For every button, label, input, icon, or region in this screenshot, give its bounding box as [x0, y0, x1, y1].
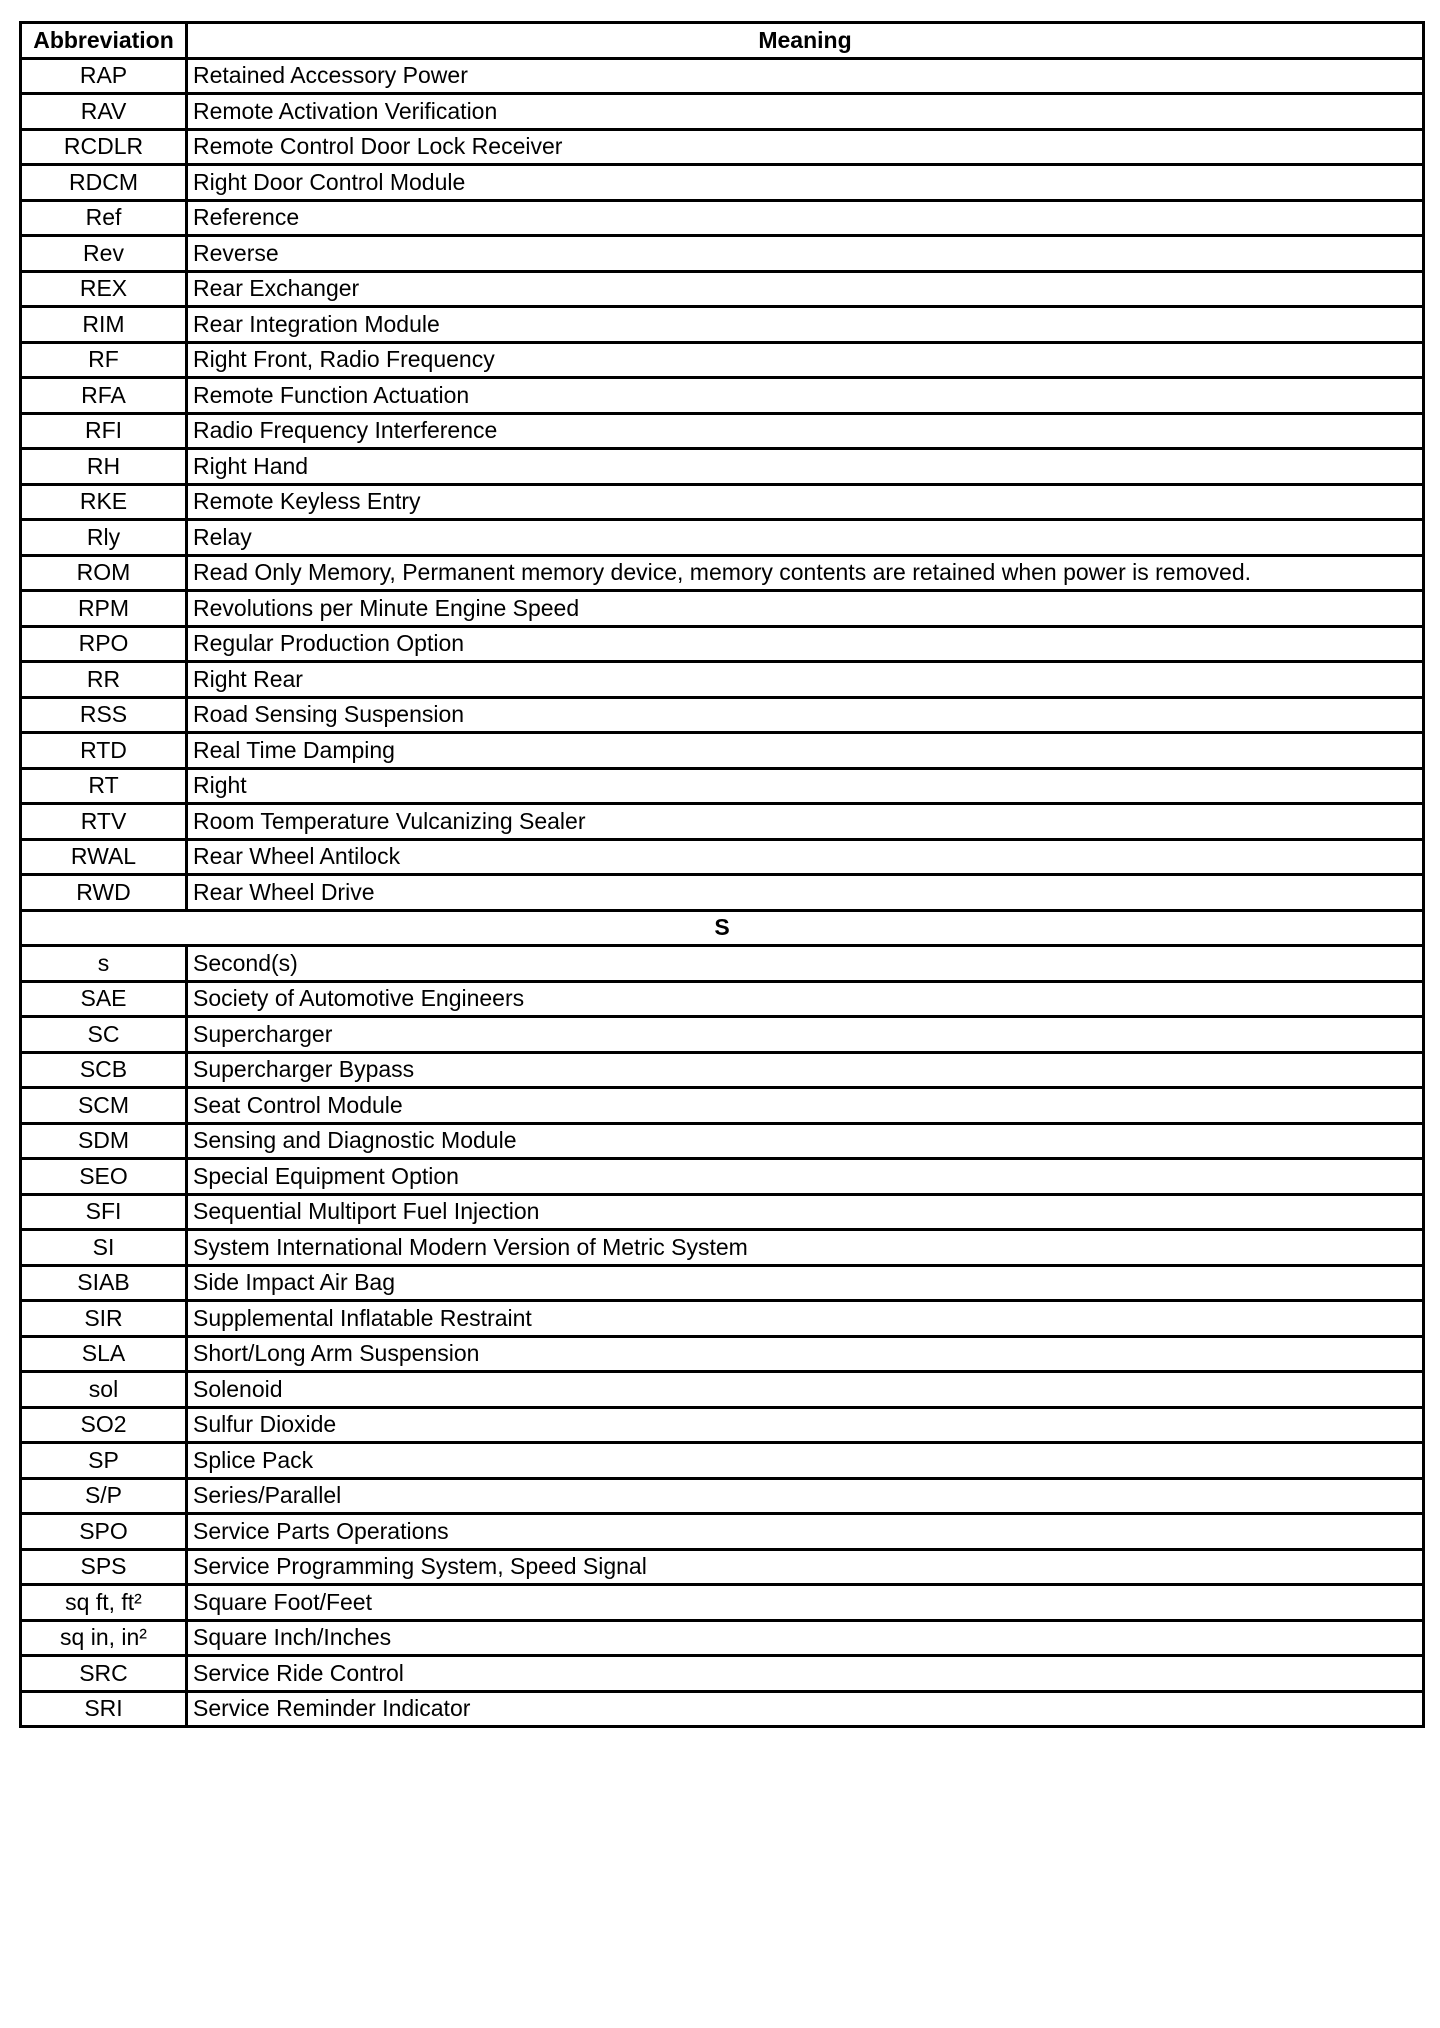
- meaning-cell: Supercharger: [187, 1017, 1424, 1053]
- meaning-cell: Revolutions per Minute Engine Speed: [187, 591, 1424, 627]
- table-row: [21, 1407, 1424, 1443]
- abbreviation-cell: S/P: [21, 1478, 187, 1514]
- abbreviation-cell: SRI: [21, 1691, 187, 1727]
- table-row: [21, 1088, 1424, 1124]
- abbreviation-cell: SDM: [21, 1123, 187, 1159]
- table-row: [21, 378, 1424, 414]
- meaning-cell: Solenoid: [187, 1372, 1424, 1408]
- table-row: [21, 342, 1424, 378]
- abbreviation-cell: Rly: [21, 520, 187, 556]
- meaning-cell: Relay: [187, 520, 1424, 556]
- table-row: [21, 58, 1424, 94]
- abbreviation-cell: SPS: [21, 1549, 187, 1585]
- meaning-cell: Splice Pack: [187, 1443, 1424, 1479]
- abbreviation-cell: Ref: [21, 200, 187, 236]
- table-row: [21, 662, 1424, 698]
- abbreviation-column-header: Abbreviation: [21, 23, 187, 59]
- abbreviation-cell: s: [21, 946, 187, 982]
- meaning-cell: Side Impact Air Bag: [187, 1265, 1424, 1301]
- table-row: [21, 1585, 1424, 1621]
- abbreviation-cell: SO2: [21, 1407, 187, 1443]
- abbreviation-cell: SIAB: [21, 1265, 187, 1301]
- meaning-cell: Supplemental Inflatable Restraint: [187, 1301, 1424, 1337]
- table-row: [21, 768, 1424, 804]
- table-row: [21, 839, 1424, 875]
- meaning-cell: Sequential Multiport Fuel Injection: [187, 1194, 1424, 1230]
- meaning-cell: Seat Control Module: [187, 1088, 1424, 1124]
- table-row: [21, 200, 1424, 236]
- abbreviation-table: [19, 21, 1425, 1728]
- table-row: [21, 626, 1424, 662]
- meaning-cell: Right Front, Radio Frequency: [187, 342, 1424, 378]
- meaning-cell: Square Inch/Inches: [187, 1620, 1424, 1656]
- table-row: [21, 1656, 1424, 1692]
- meaning-cell: Room Temperature Vulcanizing Sealer: [187, 804, 1424, 840]
- abbreviation-cell: SP: [21, 1443, 187, 1479]
- table-row: [21, 946, 1424, 982]
- table-header-row: [21, 23, 1424, 59]
- meaning-cell: Rear Wheel Drive: [187, 875, 1424, 911]
- table-row: [21, 1052, 1424, 1088]
- abbreviation-cell: RWAL: [21, 839, 187, 875]
- abbreviation-cell: SIR: [21, 1301, 187, 1337]
- meaning-cell: Rear Wheel Antilock: [187, 839, 1424, 875]
- abbreviation-cell: RPO: [21, 626, 187, 662]
- meaning-cell: Remote Function Actuation: [187, 378, 1424, 414]
- abbreviation-cell: RWD: [21, 875, 187, 911]
- meaning-cell: Retained Accessory Power: [187, 58, 1424, 94]
- abbreviation-cell: RIM: [21, 307, 187, 343]
- abbreviation-cell: SFI: [21, 1194, 187, 1230]
- abbreviation-cell: RR: [21, 662, 187, 698]
- meaning-cell: Remote Keyless Entry: [187, 484, 1424, 520]
- meaning-cell: Service Reminder Indicator: [187, 1691, 1424, 1727]
- table-row: [21, 555, 1424, 591]
- abbreviation-cell: RKE: [21, 484, 187, 520]
- abbreviation-cell: SI: [21, 1230, 187, 1266]
- table-row: [21, 1194, 1424, 1230]
- abbreviation-cell: Rev: [21, 236, 187, 272]
- table-row: [21, 271, 1424, 307]
- meaning-cell: Service Ride Control: [187, 1656, 1424, 1692]
- table-row: [21, 1123, 1424, 1159]
- meaning-cell: Road Sensing Suspension: [187, 697, 1424, 733]
- meaning-cell: Supercharger Bypass: [187, 1052, 1424, 1088]
- meaning-cell: Reverse: [187, 236, 1424, 272]
- abbreviation-cell: RSS: [21, 697, 187, 733]
- table-row: [21, 1301, 1424, 1337]
- table-row: [21, 129, 1424, 165]
- table-row: [21, 1443, 1424, 1479]
- meaning-cell: Remote Control Door Lock Receiver: [187, 129, 1424, 165]
- table-row: [21, 1159, 1424, 1195]
- meaning-column-header: Meaning: [187, 23, 1424, 59]
- meaning-cell: Rear Exchanger: [187, 271, 1424, 307]
- table-body: [21, 58, 1424, 1727]
- table-row: [21, 307, 1424, 343]
- table-row: [21, 733, 1424, 769]
- table-row: [21, 1514, 1424, 1550]
- meaning-cell: Right Door Control Module: [187, 165, 1424, 201]
- meaning-cell: Right Hand: [187, 449, 1424, 485]
- abbreviation-cell: RFA: [21, 378, 187, 414]
- table-row: [21, 591, 1424, 627]
- abbreviation-table-container: [19, 21, 1422, 1728]
- abbreviation-cell: RT: [21, 768, 187, 804]
- meaning-cell: Service Programming System, Speed Signal: [187, 1549, 1424, 1585]
- abbreviation-cell: RCDLR: [21, 129, 187, 165]
- abbreviation-cell: SC: [21, 1017, 187, 1053]
- table-row: [21, 804, 1424, 840]
- meaning-cell: Square Foot/Feet: [187, 1585, 1424, 1621]
- table-row: [21, 981, 1424, 1017]
- abbreviation-cell: RFI: [21, 413, 187, 449]
- abbreviation-cell: SEO: [21, 1159, 187, 1195]
- meaning-cell: System International Modern Version of Metric System: [187, 1230, 1424, 1266]
- table-row: [21, 1265, 1424, 1301]
- abbreviation-cell: sq ft, ft²: [21, 1585, 187, 1621]
- table-row: [21, 697, 1424, 733]
- abbreviation-cell: SRC: [21, 1656, 187, 1692]
- table-row: [21, 1691, 1424, 1727]
- table-row: [21, 875, 1424, 911]
- abbreviation-cell: ROM: [21, 555, 187, 591]
- table-row: [21, 449, 1424, 485]
- table-row: [21, 1549, 1424, 1585]
- table-row: [21, 1620, 1424, 1656]
- section-header-row: [21, 910, 1424, 946]
- meaning-cell: Read Only Memory, Permanent memory device, memory contents are retained when power is removed.: [187, 555, 1424, 591]
- meaning-cell: Second(s): [187, 946, 1424, 982]
- meaning-cell: Special Equipment Option: [187, 1159, 1424, 1195]
- meaning-cell: Series/Parallel: [187, 1478, 1424, 1514]
- abbreviation-cell: RPM: [21, 591, 187, 627]
- section-heading: S: [21, 910, 1424, 946]
- abbreviation-cell: SAE: [21, 981, 187, 1017]
- abbreviation-cell: RTD: [21, 733, 187, 769]
- meaning-cell: Right Rear: [187, 662, 1424, 698]
- meaning-cell: Service Parts Operations: [187, 1514, 1424, 1550]
- abbreviation-cell: SLA: [21, 1336, 187, 1372]
- table-row: [21, 236, 1424, 272]
- table-row: [21, 1230, 1424, 1266]
- meaning-cell: Regular Production Option: [187, 626, 1424, 662]
- table-row: [21, 413, 1424, 449]
- abbreviation-cell: REX: [21, 271, 187, 307]
- meaning-cell: Sulfur Dioxide: [187, 1407, 1424, 1443]
- abbreviation-cell: sol: [21, 1372, 187, 1408]
- table-row: [21, 520, 1424, 556]
- abbreviation-cell: sq in, in²: [21, 1620, 187, 1656]
- meaning-cell: Reference: [187, 200, 1424, 236]
- table-row: [21, 165, 1424, 201]
- abbreviation-cell: RDCM: [21, 165, 187, 201]
- table-row: [21, 484, 1424, 520]
- abbreviation-cell: SCM: [21, 1088, 187, 1124]
- abbreviation-cell: RH: [21, 449, 187, 485]
- meaning-cell: Real Time Damping: [187, 733, 1424, 769]
- meaning-cell: Short/Long Arm Suspension: [187, 1336, 1424, 1372]
- abbreviation-cell: RAV: [21, 94, 187, 130]
- abbreviation-cell: RF: [21, 342, 187, 378]
- meaning-cell: Radio Frequency Interference: [187, 413, 1424, 449]
- table-row: [21, 94, 1424, 130]
- abbreviation-cell: SCB: [21, 1052, 187, 1088]
- table-row: [21, 1372, 1424, 1408]
- meaning-cell: Sensing and Diagnostic Module: [187, 1123, 1424, 1159]
- table-row: [21, 1017, 1424, 1053]
- table-row: [21, 1336, 1424, 1372]
- table-row: [21, 1478, 1424, 1514]
- abbreviation-cell: RTV: [21, 804, 187, 840]
- meaning-cell: Society of Automotive Engineers: [187, 981, 1424, 1017]
- meaning-cell: Rear Integration Module: [187, 307, 1424, 343]
- abbreviation-cell: SPO: [21, 1514, 187, 1550]
- abbreviation-cell: RAP: [21, 58, 187, 94]
- meaning-cell: Remote Activation Verification: [187, 94, 1424, 130]
- meaning-cell: Right: [187, 768, 1424, 804]
